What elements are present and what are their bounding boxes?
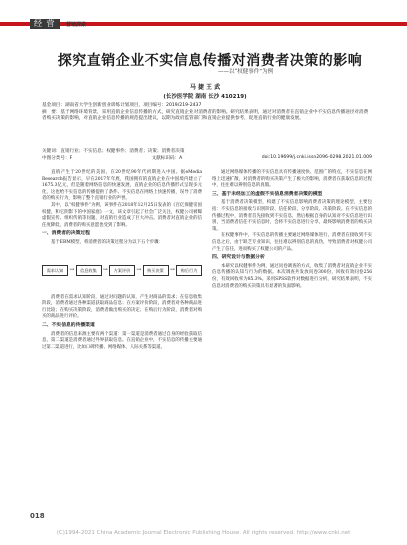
diagram-step-5: 购后行为 [176,265,202,276]
article-title: 探究直销企业不实信息传播对消费者决策的影响 [57,53,363,69]
arrow-icon: → [102,266,108,274]
header-tag-text: 经 营 [34,19,56,28]
left-column [42,170,202,351]
header-section-label: 营销探索 [66,22,87,28]
classification-row [42,155,372,161]
page-number: 018 [30,512,45,520]
diagram-step-3: 方案评价 [109,265,135,276]
article-affiliation: (长沙医学院 湖南 长沙 410219) [163,94,247,100]
left-para-1: 直销产生于20世纪的美国，在20世纪90年代初期进入中国。据eMedia Research报告显示，早在2017年年底，我国拥有的直销企业在中国境内建立了1675.3亿元，但是随着网络信息的快速发展，直销企业的信息传播形式呈现多元化，这也给不实信息的传播提供了条件。不实信息在网络上快速传播，误导了消费者的购买行为，影响了整个直销行业的声誉。 [42,170,202,202]
right-para-2: 基于消费者决策模型，构建了不实信息影响消费者决策的理论模型，主要包括：不实信息的接收与识别阶段、信任阶段、分享阶段、决策阶段。在不实信息的传播过程中，消费者首先接收到不实信息，然后根据自身的认知对不实信息进行识别，当消费者信任不实信息时，会将不实信息进行分享，最终影响消费者的购买决策。 [212,200,372,232]
section-heading-2: 二、不实信息的传播渠道 [42,322,95,328]
clc-number: 中图分类号：F [42,156,73,161]
arrow-icon: → [169,266,175,274]
left-para-2: 其中，以“权健事件”为例，该事件在2018年12月25日发表的《百亿保健帝国权健，和它阴影下的中国家庭》一文，该文章引起了社会广泛关注，权健公司被曝虚假宣传、组织传销等问题，对直销行业造成了巨大冲击。消费者对直销企业的信任度降低，消费者的购买意愿也受到了影响。 [42,202,202,228]
header-red-bar [0,22,407,26]
header-column-tag [30,19,60,29]
article-subtitle: ——以“权健事件”为例 [218,69,274,75]
diagram-step-4: 购买决策 [143,265,169,276]
right-para-3: 在权健事件中，不实信息的传播主要通过网络媒体进行，消费者在接收到不实信息之后，由于缺乏专业知识，往往难以辨别信息的真伪，导致消费者对权健公司产生了信任，进而购买了权健公司的产品。 [212,233,372,252]
right-para-1: 通过网络媒体传播的不实信息具有传播速度快、范围广的特点，不实信息在网络上迅速扩散，对消费者的购买决策产生了极大的影响，消费者在获取信息的过程中，往往难以辨别信息的真假。 [212,170,372,189]
arrow-icon: → [69,266,75,274]
abstract: 摘 要：基于网络环境背景，采用直销企业信息传播的方式，研究直销企业对消费者的影响。研究结果表明，通过对消费者在直销企业中不实信息传播途径对消费者购买决策的影响，对直销企业信息传播的规范提出建议，以期为政府监管部门和直销企业提供参考，促进直销行业的健康发展。 [42,110,369,122]
section-heading-3: 三、基于未经加工的虚假不实信息消费者决策的模型 [212,191,323,197]
section-heading-4: 四、研究设计与数据分析 [212,255,265,261]
doc-code: 文献标识码：A [151,156,183,161]
right-column [212,170,372,290]
diagram-step-1: 需求认知 [42,265,68,276]
right-para-4: 本研究以权健事件为例，通过问卷调查的方式，收集了消费者对直销企业不实信息传播的认知与行为的数据。本次调查共发放问卷300份，回收有效问卷256份，有效回收率为85.3%。采用SPSS软件对数据进行分析，研究结果表明，不实信息对消费者的购买决策具有显著的负面影响。 [212,263,372,289]
diagram-step-2: 信息收集 [76,265,102,276]
ebm-process-diagram [42,251,202,291]
funding-note: 基金项目：湖南省大学生创新创业训练计划项目，项目编号：2019/219-2437 [42,103,202,108]
left-para-4: 消费者在需求认知阶段，通过对问题的认知，产生对商品的需求；在信息收集阶段，消费者通过各种渠道获取商品信息；在方案评价阶段，消费者对各种商品进行比较；在购买决策阶段，消费者做出购买的决定；在购后行为阶段，消费者对购买的商品进行评价。 [42,294,202,320]
article-authors: 马 捷 王 武 [189,84,221,91]
left-para-5: 消费者的信息来源主要有两个渠道：第一渠道是消费者通过自身的经验获取信息，第二渠道是消费者通过外界获取信息。在直销企业中，不实信息的传播主要通过第二渠道进行，比如口碑传播、网络媒体、人际关系等渠道。 [42,331,202,350]
section-heading-1: 一、消费者的决策过程 [42,231,90,237]
keywords: 关键词：直销行业；不实信息；权健事件；消费者；决策；消费者决策 [42,149,185,154]
copyright-watermark: (C)1994-2021 China Academic Journal Electronic Publishing House. All rights reserved. http://www.cnki.net [56,530,351,536]
arrow-icon: → [136,266,142,274]
left-para-3: 基于EBM模型，将消费者的决策过程分为以下五个步骤： [51,239,163,245]
doi: doi:10.19699/j.cnki.issn2096-0298.2021.01.009 [261,155,372,160]
